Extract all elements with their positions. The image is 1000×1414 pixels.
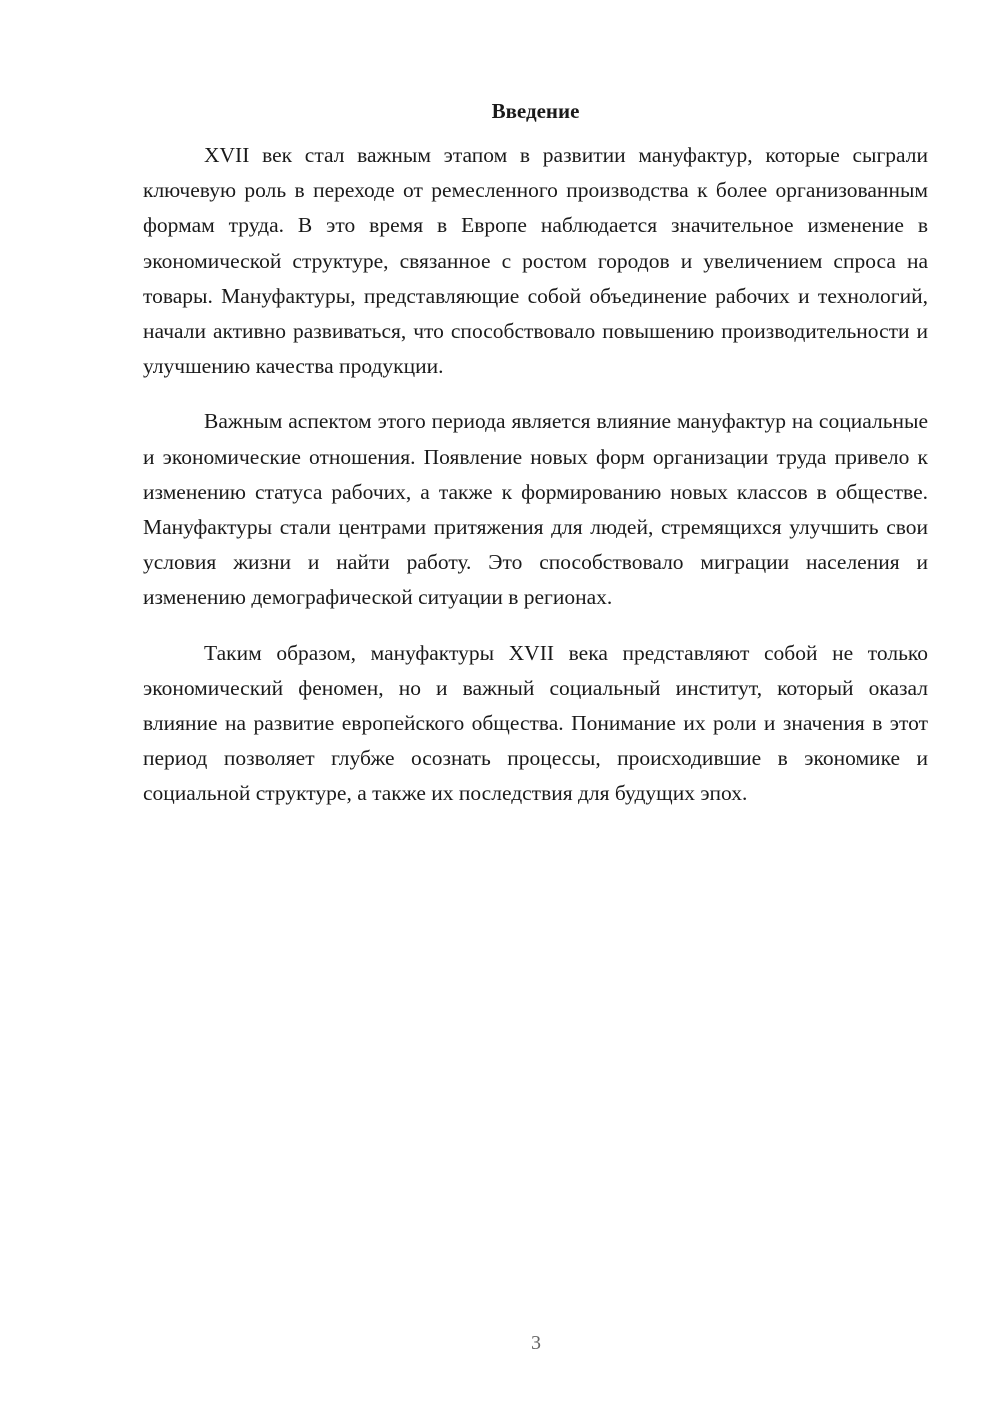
section-title: Введение [491, 99, 580, 123]
page-content [143, 96, 928, 832]
paragraph-3: Таким образом, мануфактуры XVII века представляют собой не только экономический феномен, но и важный социальный институт, который оказал влияние на развитие европейского общества. Понимание их роли и значения в этот период позволяет глубже осознать процессы, происходившие в экономике и социальной структуре, а также их последствия для будущих эпох. [143, 640, 928, 806]
paragraph-2: Важным аспектом этого периода является влияние мануфактур на социальные и экономические отношения. Появление новых форм организации труда привело к изменению статуса рабочих, а также к формированию новых классов в обществе. Мануфактуры стали центрами притяжения для людей, стремящихся улучшить свои условия жизни и найти работу. Это способствовало миграции населения и изменению демографической ситуации в регионах. [143, 409, 928, 610]
page-number: 3 [531, 1332, 541, 1354]
paragraph-1: XVII век стал важным этапом в развитии мануфактур, которые сыграли ключевую роль в переходе от ремесленного производства к более организованным формам труда. В это время в Европе наблюдается значительное изменение в экономической структуре, связанное с ростом городов и увеличением спроса на товары. Мануфактуры, представляющие собой объединение рабочих и технологий, начали активно развиваться, что способствовало повышению производительности и улучшению качества продукции. [143, 143, 928, 379]
